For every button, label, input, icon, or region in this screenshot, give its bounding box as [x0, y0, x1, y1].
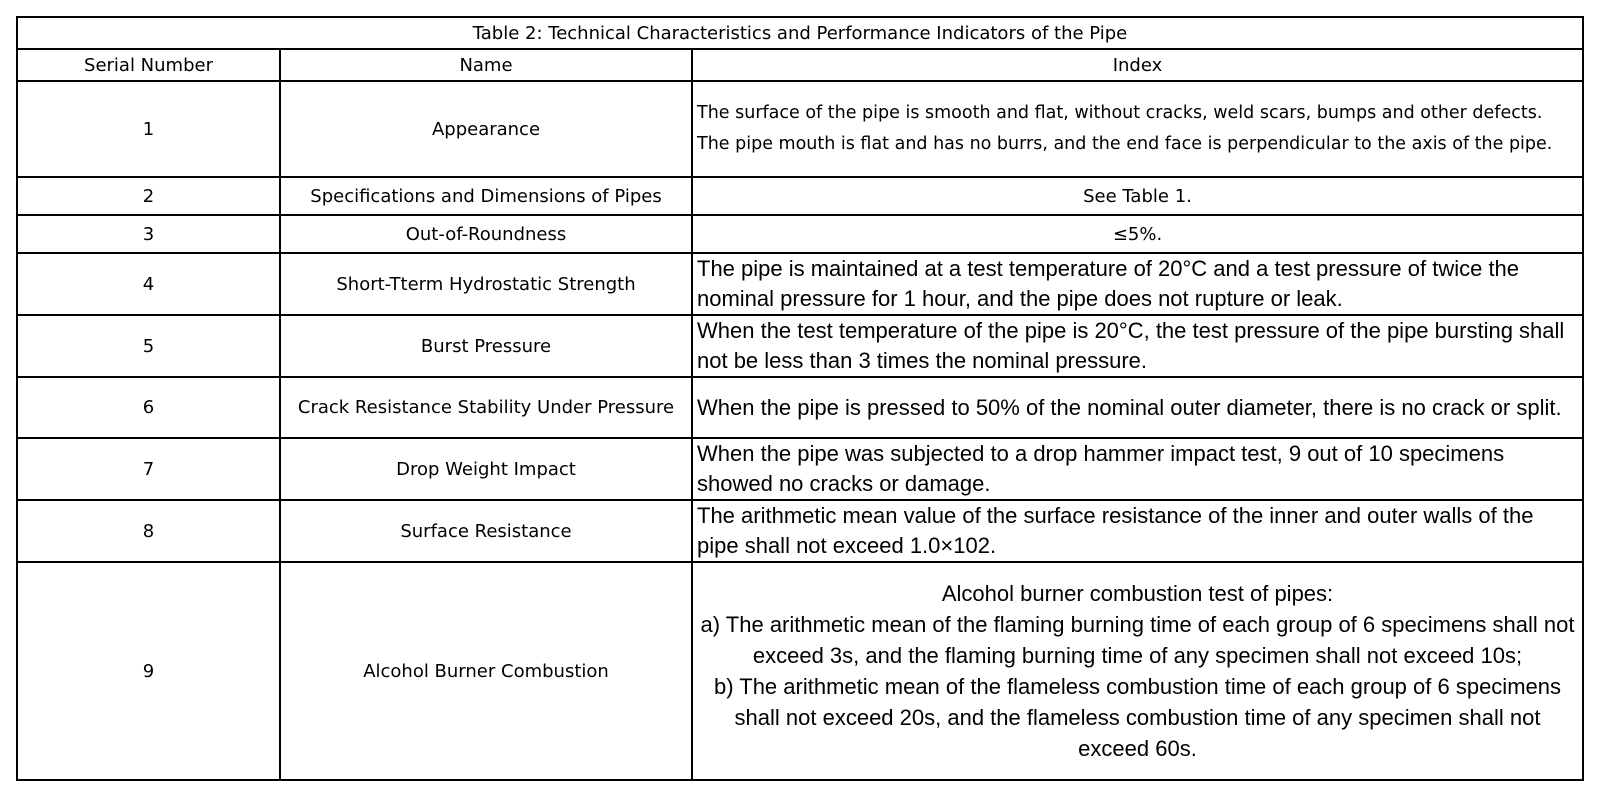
index-cell: When the pipe is pressed to 50% of the nominal outer diameter, there is no crack or split. — [692, 377, 1583, 438]
index-cell: The arithmetic mean value of the surface resistance of the inner and outer walls of the pipe shall not exceed 1.0×102. — [692, 500, 1583, 562]
serial-number-cell: 3 — [17, 215, 280, 253]
name-cell: Burst Pressure — [280, 315, 692, 377]
index-line-b: b) The arithmetic mean of the flameless combustion time of each group of 6 specimens shall not exceed 20s, and the flameless combustion time of any specimen shall not exceed 60s. — [713, 674, 1561, 761]
header-serial-number: Serial Number — [17, 49, 280, 81]
index-cell: When the test temperature of the pipe is 20°C, the test pressure of the pipe bursting shall not be less than 3 times the nominal pressure. — [692, 315, 1583, 377]
index-cell: See Table 1. — [692, 177, 1583, 215]
name-cell: Alcohol Burner Combustion — [280, 562, 692, 780]
serial-number-cell: 5 — [17, 315, 280, 377]
serial-number-cell: 4 — [17, 253, 280, 315]
serial-number-cell: 1 — [17, 81, 280, 177]
serial-number-cell: 9 — [17, 562, 280, 780]
name-cell: Short-Tterm Hydrostatic Strength — [280, 253, 692, 315]
name-cell: Crack Resistance Stability Under Pressure — [280, 377, 692, 438]
name-cell: Drop Weight Impact — [280, 438, 692, 500]
table-row — [17, 253, 1583, 315]
serial-number-cell: 8 — [17, 500, 280, 562]
serial-number-cell: 7 — [17, 438, 280, 500]
table-row — [17, 562, 1583, 780]
table-row — [17, 177, 1583, 215]
table-container — [16, 16, 1582, 781]
serial-number-cell: 2 — [17, 177, 280, 215]
table-row — [17, 377, 1583, 438]
index-cell: ≤5%. — [692, 215, 1583, 253]
index-cell — [692, 562, 1583, 780]
name-cell: Out-of-Roundness — [280, 215, 692, 253]
table-row — [17, 215, 1583, 253]
name-cell: Specifications and Dimensions of Pipes — [280, 177, 692, 215]
header-index: Index — [692, 49, 1583, 81]
index-cell: When the pipe was subjected to a drop hammer impact test, 9 out of 10 specimens showed no cracks or damage. — [692, 438, 1583, 500]
index-cell: The surface of the pipe is smooth and flat, without cracks, weld scars, bumps and other defects. The pipe mouth is flat and has no burrs, and the end face is perpendicular to the axis of the pipe. — [692, 81, 1583, 177]
serial-number-cell: 6 — [17, 377, 280, 438]
index-cell: The pipe is maintained at a test temperature of 20°C and a test pressure of twice the nominal pressure for 1 hour, and the pipe does not rupture or leak. — [692, 253, 1583, 315]
table-caption: Table 2: Technical Characteristics and Performance Indicators of the Pipe — [17, 17, 1583, 49]
table-row — [17, 315, 1583, 377]
table-row — [17, 81, 1583, 177]
index-line-a: a) The arithmetic mean of the flaming burning time of each group of 6 specimens shall not exceed 3s, and the flaming burning time of any specimen shall not exceed 10s; — [700, 612, 1575, 668]
header-name: Name — [280, 49, 692, 81]
index-line-intro: Alcohol burner combustion test of pipes: — [941, 581, 1334, 606]
name-cell: Appearance — [280, 81, 692, 177]
table-row — [17, 438, 1583, 500]
name-cell: Surface Resistance — [280, 500, 692, 562]
pipe-characteristics-table — [16, 16, 1584, 781]
table-row — [17, 500, 1583, 562]
